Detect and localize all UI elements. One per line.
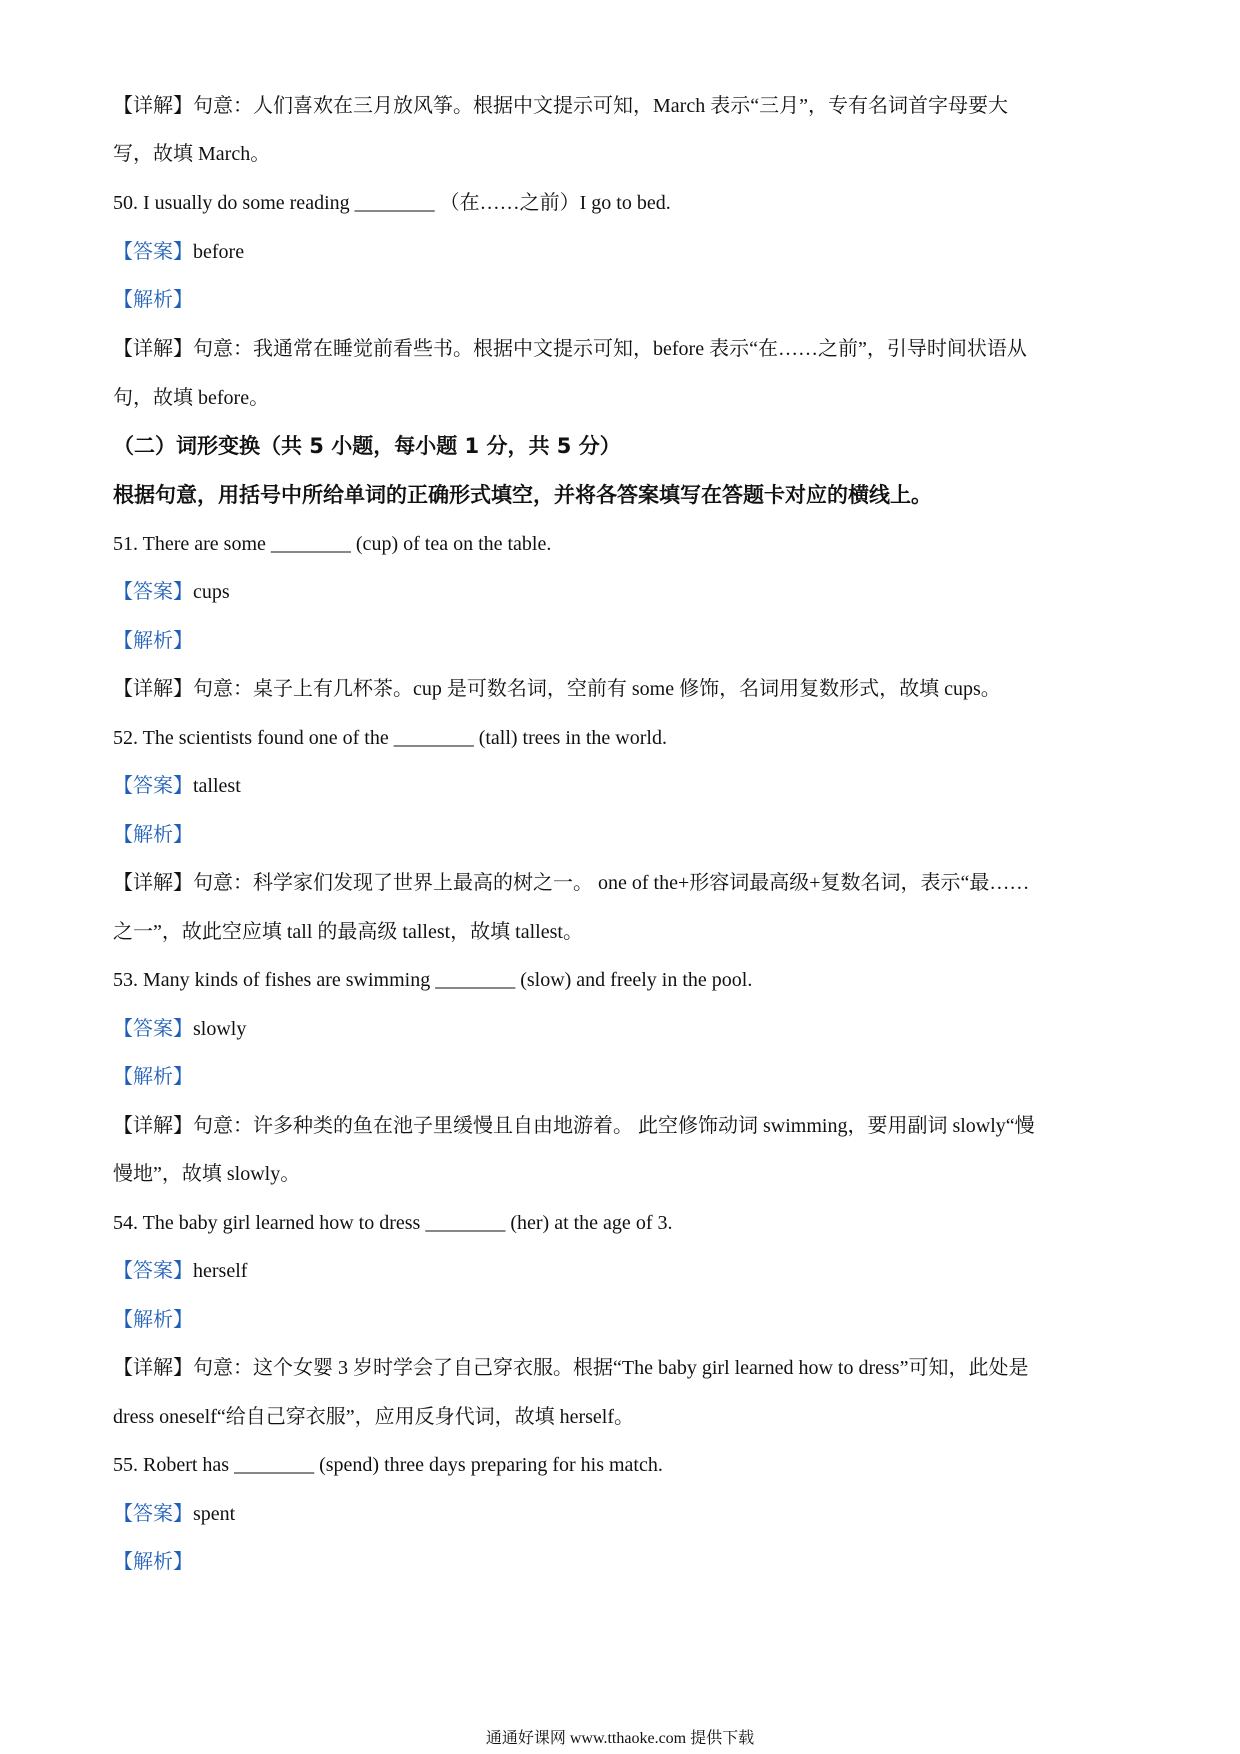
explanation-line: dress oneself“给自己穿衣服”，应用反身代词，故填 herself。 bbox=[113, 1406, 635, 1428]
explanation-line: 【详解】句意：这个女婴 3 岁时学会了自己穿衣服。根据“The baby girl learned how to dress”可知，此处是 bbox=[113, 1357, 1029, 1379]
explanation-line: 句，故填 before。 bbox=[113, 387, 270, 409]
question-53: 53. Many kinds of fishes are swimming ________ (slow) and freely in the pool. bbox=[113, 969, 753, 991]
explanation-line: 【详解】句意：桌子上有几杯茶。cup 是可数名词，空前有 some 修饰，名词用复数形式，故填 cups。 bbox=[113, 678, 1001, 700]
answer-line: 【答案】before bbox=[113, 241, 245, 263]
explanation-line: 【详解】句意：人们喜欢在三月放风筝。根据中文提示可知，March 表示“三月”，专有名词首字母要大 bbox=[113, 95, 1008, 117]
answer-line: 【答案】tallest bbox=[113, 775, 241, 797]
answer-line: 【答案】slowly bbox=[113, 1018, 247, 1040]
answer-line: 【答案】herself bbox=[113, 1260, 248, 1282]
analysis-line: 【解析】 bbox=[113, 1066, 193, 1088]
section-heading: （二）词形变换（共 5 小题，每小题 1 分，共 5 分） bbox=[113, 434, 621, 458]
analysis-line: 【解析】 bbox=[113, 630, 193, 652]
explanation-line: 【详解】句意：科学家们发现了世界上最高的树之一。 one of the+形容词最高级+复数名词，表示“最…… bbox=[113, 872, 1030, 894]
section-instructions: 根据句意，用括号中所给单词的正确形式填空，并将各答案填写在答题卡对应的横线上。 bbox=[113, 483, 932, 507]
analysis-line: 【解析】 bbox=[113, 289, 193, 311]
question-54: 54. The baby girl learned how to dress ________ (her) at the age of 3. bbox=[113, 1212, 673, 1234]
page-footer: 通通好课网 www.tthaoke.com 提供下载 bbox=[485, 1730, 755, 1747]
explanation-line: 慢地”，故填 slowly。 bbox=[113, 1163, 301, 1185]
question-51: 51. There are some ________ (cup) of tea on the table. bbox=[113, 533, 552, 555]
analysis-line: 【解析】 bbox=[113, 824, 193, 846]
answer-line: 【答案】spent bbox=[113, 1503, 236, 1525]
question-55: 55. Robert has ________ (spend) three days preparing for his match. bbox=[113, 1454, 663, 1476]
question-50: 50. I usually do some reading ________ （在……之前）I go to bed. bbox=[113, 192, 671, 214]
explanation-line: 【详解】句意：许多种类的鱼在池子里缓慢且自由地游着。 此空修饰动词 swimming，要用副词 slowly“慢 bbox=[113, 1115, 1035, 1137]
explanation-line: 写，故填 March。 bbox=[113, 143, 271, 165]
explanation-line: 【详解】句意：我通常在睡觉前看些书。根据中文提示可知，before 表示“在……之前”，引导时间状语从 bbox=[113, 338, 1027, 360]
analysis-line: 【解析】 bbox=[113, 1309, 193, 1331]
explanation-line: 之一”，故此空应填 tall 的最高级 tallest，故填 tallest。 bbox=[113, 921, 583, 943]
question-52: 52. The scientists found one of the ________ (tall) trees in the world. bbox=[113, 727, 667, 749]
answer-line: 【答案】cups bbox=[113, 581, 230, 603]
analysis-line: 【解析】 bbox=[113, 1551, 193, 1573]
